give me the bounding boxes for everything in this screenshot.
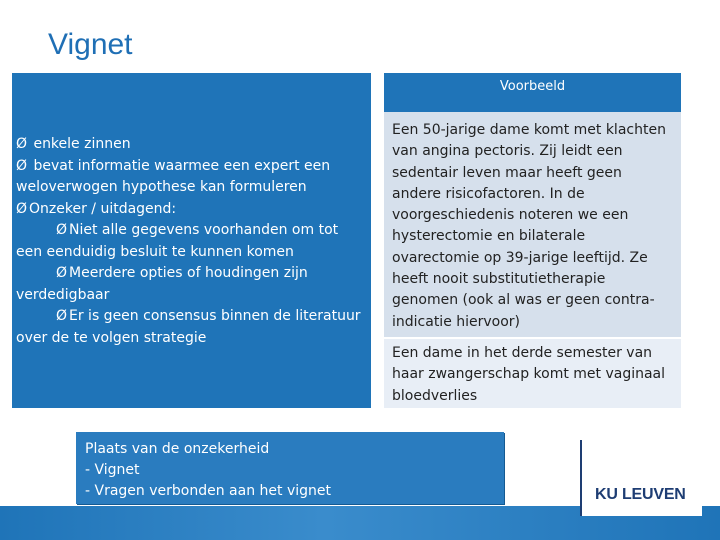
example-table-header: Voorbeeld xyxy=(384,73,681,112)
arrow-bullet-icon: Ø xyxy=(56,222,68,238)
list-subitem: Ø Er is geen consensus binnen de literatuur xyxy=(16,306,367,328)
list-item: Ø bevat informatie waarmee een expert een xyxy=(16,156,367,178)
example-text: Een dame in het derde semester van haar zwangerschap komt met vaginaal bloedverlies xyxy=(392,345,666,404)
list-subitem: een eenduidig besluit te kunnen komen xyxy=(16,243,294,260)
list-subitem: Ø Meerdere opties of houdingen zijn xyxy=(16,263,367,285)
list-item: weloverwogen hypothese kan formuleren xyxy=(16,179,307,195)
example-table-row xyxy=(384,112,681,337)
list-subitem: over de te volgen strategie xyxy=(16,329,207,346)
example-table-row xyxy=(384,339,681,408)
uncertainty-note-box xyxy=(76,432,504,504)
definition-panel xyxy=(12,73,371,408)
logo-container xyxy=(580,440,702,516)
list-subitem: verdedigbaar xyxy=(16,286,110,303)
arrow-bullet-icon: Ø xyxy=(56,265,68,281)
slide-title: Vignet xyxy=(48,28,133,61)
list-item: Ø enkele zinnen xyxy=(16,134,367,156)
arrow-bullet-icon: Ø xyxy=(16,157,28,174)
definition-list xyxy=(16,134,367,349)
note-item: - Vignet xyxy=(85,462,140,478)
arrow-bullet-icon: Ø xyxy=(16,200,28,217)
arrow-bullet-icon: Ø xyxy=(56,308,68,324)
list-item: Ø Onzeker / uitdagend: xyxy=(16,199,367,221)
note-item: - Vragen verbonden aan het vignet xyxy=(85,483,331,499)
note-title: Plaats van de onzekerheid xyxy=(85,441,270,457)
arrow-bullet-icon: Ø xyxy=(16,136,28,152)
list-subitem: Ø Niet alle gegevens voorhanden om tot xyxy=(16,220,367,242)
ku-leuven-logo: KU LEUVEN xyxy=(595,486,686,503)
example-text: Een 50-jarige dame komt met klachten van angina pectoris. Zij leidt een sedentair leven maar heeft geen andere risicofactoren. In de voorgeschiedenis noteren we een hysterectomie en bilaterale ovarectomie op 39-jarige leeftijd. Ze heeft nooit substitutietherapie genomen (ook al was er geen contra-indicatie hiervoor) xyxy=(392,122,666,330)
